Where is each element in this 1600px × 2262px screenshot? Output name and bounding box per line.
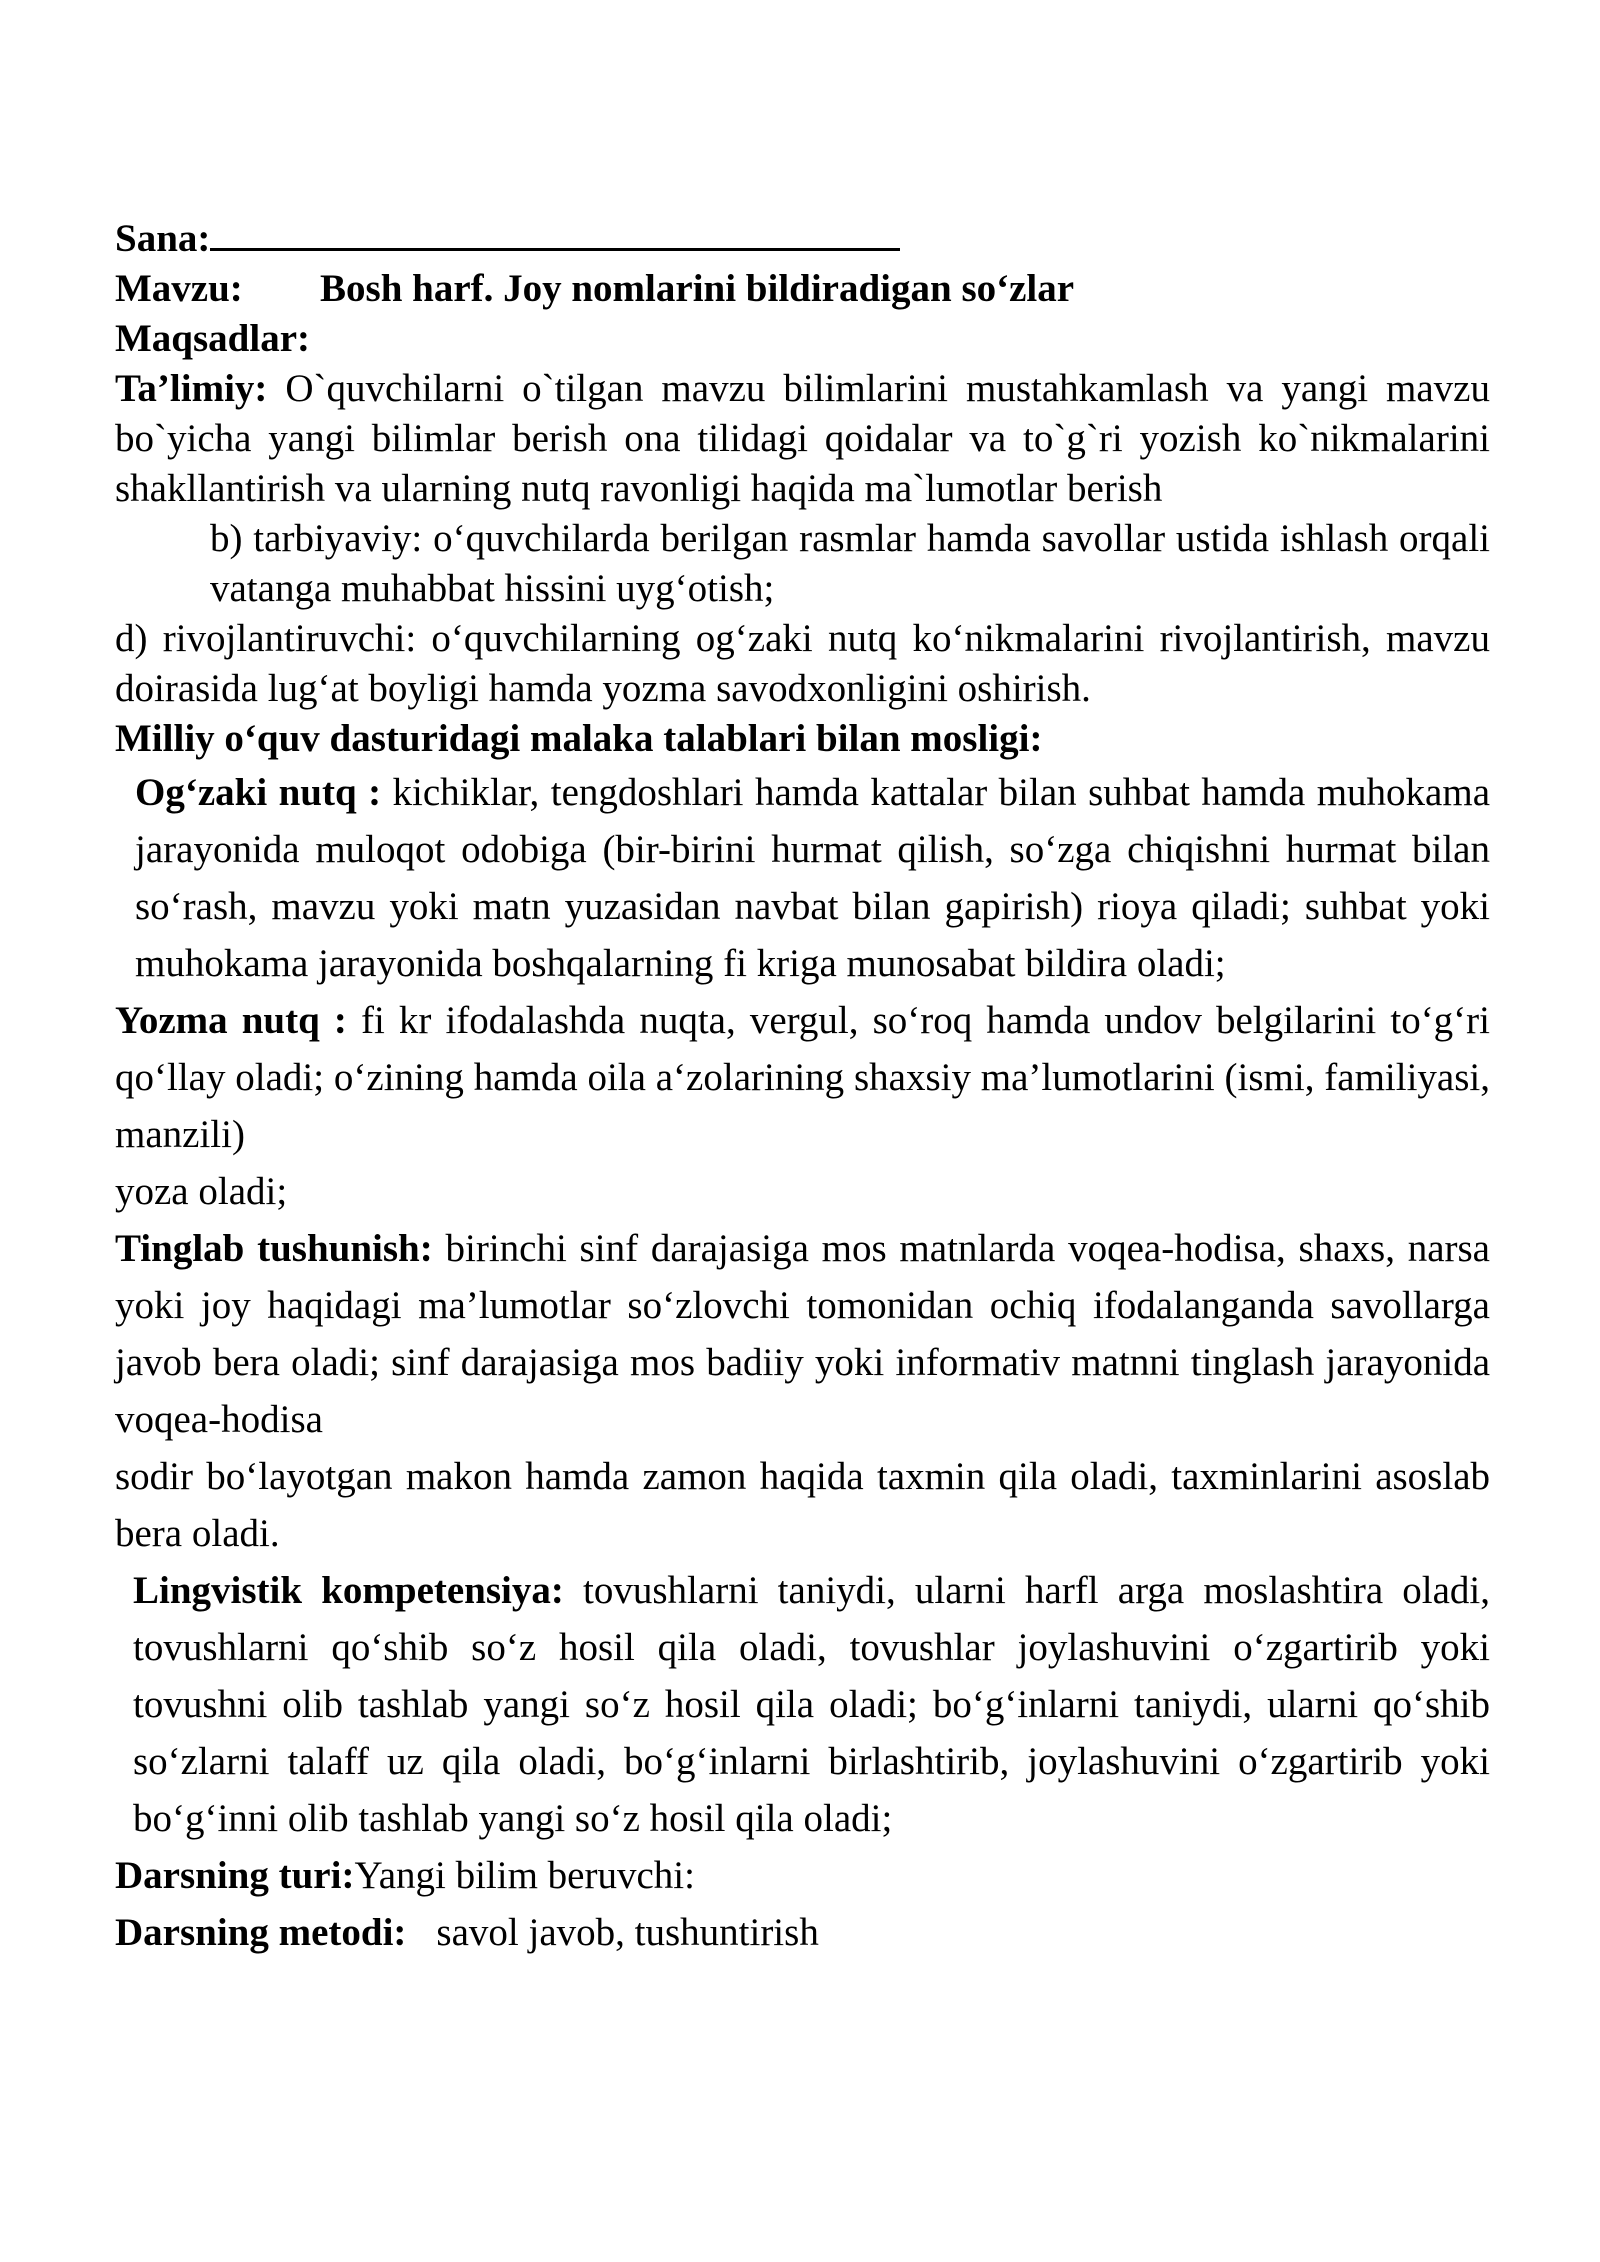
oral-speech-paragraph xyxy=(115,764,1490,992)
oral-speech-label: Og‘zaki nutq : xyxy=(135,771,382,814)
written-speech-continuation: yoza oladi; xyxy=(115,1170,288,1213)
document-page xyxy=(115,210,1490,1961)
lesson-method-value: savol javob, tushuntirish xyxy=(436,1911,819,1954)
oral-speech-text: kichiklar, tengdoshlari hamda kattalar bilan suhbat hamda muhokama jarayonida muloqot odobiga (bir-birini hurmat qilish, so‘zga chiqishni hurmat bilan so‘rash, mavzu yoki matn yuzasidan navbat bilan gapirish) rioya qiladi; suhbat yoki muhokama jarayonida boshqalarning fi kriga munosabat bildira oladi; xyxy=(135,771,1491,985)
listening-continuation: sodir bo‘layotgan makon hamda zamon haqida taxmin qila oladi, taxminlarini asoslab bera oladi. xyxy=(115,1455,1490,1555)
objectives-heading: Maqsadlar: xyxy=(115,317,310,360)
lesson-type-value: Yangi bilim beruvchi: xyxy=(354,1854,695,1897)
developmental-objective: d) rivojlantiruvchi: o‘quvchilarning og‘zaki nutq ko‘nikmalarini rivojlantirish, mavzu doirasida lug‘at boyligi hamda yozma savodxonligini oshirish. xyxy=(115,617,1490,710)
topic-row xyxy=(115,264,1490,314)
topic-value: Bosh harf. Joy nomlarini bildiradigan so‘zlar xyxy=(320,267,1075,310)
written-speech-label: Yozma nutq : xyxy=(115,999,347,1042)
date-row xyxy=(115,210,1490,264)
written-speech-paragraph xyxy=(115,992,1490,1163)
educational-text: O`quvchilarni o`tilgan mavzu bilimlarini mustahkamlash va yangi mavzu bo`yicha yangi bilimlar berish ona tilidagi qoidalar va to`g`ri yozish ko`nikmalarini shakllantirish va ularning nutq ravonligi haqida ma`lumotlar berish xyxy=(115,367,1490,510)
topic-label: Mavzu: xyxy=(115,267,243,310)
lesson-type-row xyxy=(115,1847,1490,1904)
written-speech-text: fi kr ifodalashda nuqta, vergul, so‘roq hamda undov belgilarini to‘g‘ri qo‘llay oladi; o‘zining hamda oila a‘zolarining shaxsiy ma’lumotlarini (ismi, familiyasi, manzili) xyxy=(115,999,1490,1156)
linguistic-label: Lingvistik kompetensiya: xyxy=(133,1569,564,1612)
linguistic-paragraph xyxy=(115,1562,1490,1847)
date-blank-line xyxy=(210,210,900,251)
educational-label: Ta’limiy: xyxy=(115,367,268,410)
listening-paragraph xyxy=(115,1220,1490,1448)
lesson-method-row xyxy=(115,1904,1490,1961)
listening-text: birinchi sinf darajasiga mos matnlarda voqea-hodisa, shaxs, narsa yoki joy haqidagi ma’lumotlar so‘zlovchi tomonidan ochiq ifodalanganda savollarga javob bera oladi; sinf darajasiga mos badiiy yoki informativ matnni tinglash jarayonida voqea-hodisa xyxy=(115,1227,1490,1441)
linguistic-text: tovushlarni taniydi, ularni harfl arga moslashtira oladi, tovushlarni qo‘shib so‘z hosil qila oladi, tovushlar joylashuvini o‘zgartirib yoki tovushni olib tashlab yangi so‘z hosil qila oladi; bo‘g‘inlarni taniydi, ularni qo‘shib so‘zlarni talaff uz qila oladi, bo‘g‘inlarni birlashtirib, joylashuvini o‘zgartirib yoki bo‘g‘inni olib tashlab yangi so‘z hosil qila oladi; xyxy=(133,1569,1491,1840)
listening-label: Tinglab tushunish: xyxy=(115,1227,433,1270)
lesson-method-label: Darsning metodi: xyxy=(115,1911,407,1954)
date-label: Sana: xyxy=(115,217,211,260)
upbringing-objective: b) tarbiyaviy: o‘quvchilarda berilgan rasmlar hamda savollar ustida ishlash orqali vatanga muhabbat hissini uyg‘otish; xyxy=(210,517,1490,610)
lesson-type-label: Darsning turi: xyxy=(115,1854,355,1897)
educational-objective xyxy=(115,364,1490,514)
curriculum-heading: Milliy o‘quv dasturidagi malaka talablari bilan mosligi: xyxy=(115,717,1043,760)
